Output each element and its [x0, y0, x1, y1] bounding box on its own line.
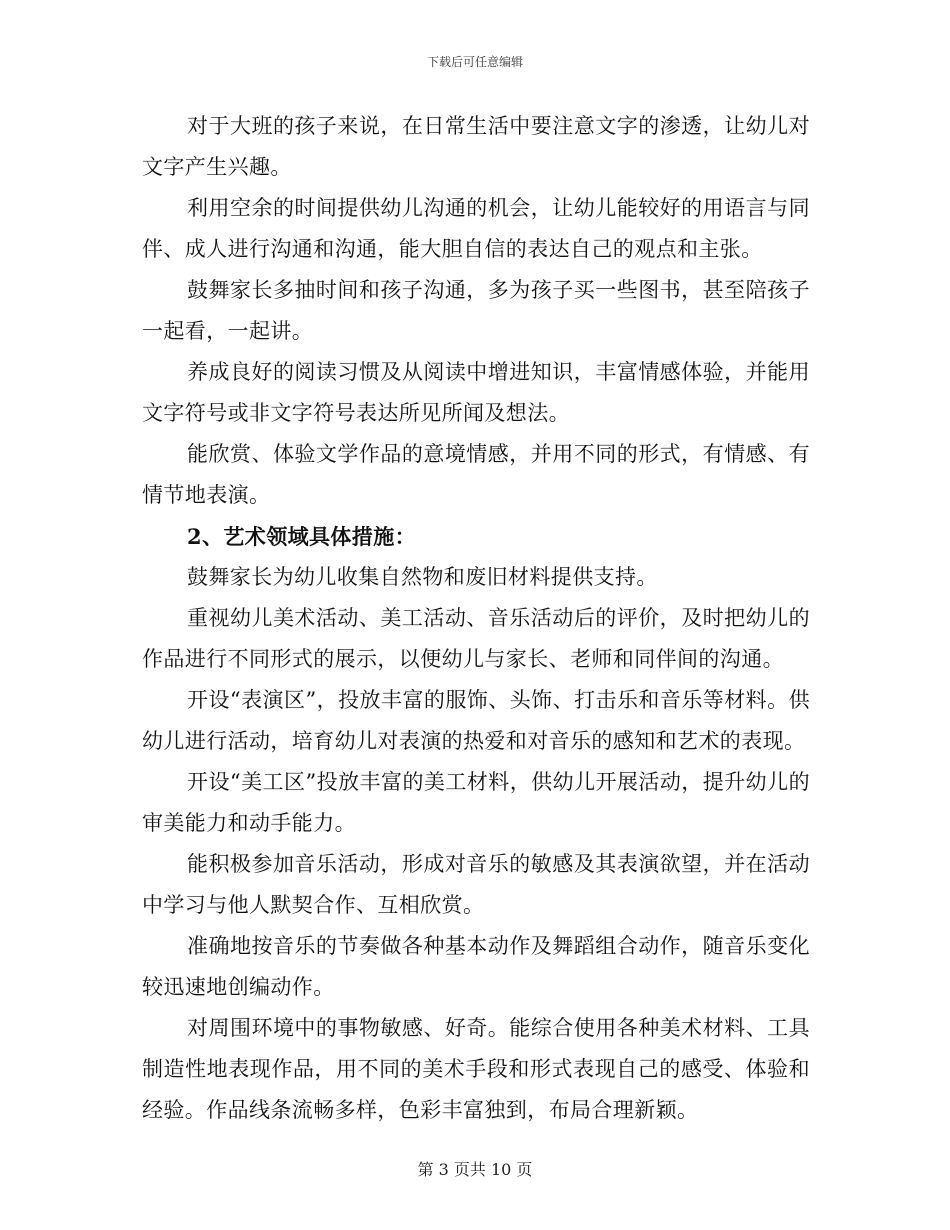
paragraph: 对周围环境中的事物敏感、好奇。能综合使用各种美术材料、工具制造性地表现作品，用不同的美术手段和形式表现自己的感受、体验和经验。作品线条流畅多样，色彩丰富独到，布局合理新颖。	[142, 1016, 810, 1122]
paragraph: 能积极参加音乐活动，形成对音乐的敏感及其表演欲望，并在活动中学习与他人默契合作、互相欣赏。	[142, 852, 810, 917]
paragraph: 开设“美工区”投放丰富的美工材料，供幼儿开展活动，提升幼儿的审美能力和动手能力。	[142, 770, 810, 835]
header-note: 下载后可任意编辑	[426, 55, 523, 69]
page-number: 第 3 页共 10 页	[417, 1160, 533, 1179]
paragraph: 开设“表演区”，投放丰富的服饰、头饰、打击乐和音乐等材料。供幼儿进行活动，培育幼儿对表演的热爱和对音乐的感知和艺术的表现。	[142, 688, 810, 753]
paragraph: 鼓舞家长为幼儿收集自然物和废旧材料提供支持。	[187, 565, 658, 589]
paragraph: 能欣赏、体验文学作品的意境情感，并用不同的形式，有情感、有情节地表演。	[142, 442, 810, 507]
paragraph: 对于大班的孩子来说，在日常生活中要注意文字的渗透，让幼儿对文字产生兴趣。	[142, 114, 810, 179]
paragraph: 重视幼儿美术活动、美工活动、音乐活动后的评价，及时把幼儿的作品进行不同形式的展示，以便幼儿与家长、老师和同伴间的沟通。	[142, 606, 810, 671]
section-heading: 2、艺术领域具体措施：	[187, 524, 417, 549]
paragraph: 准确地按音乐的节奏做各种基本动作及舞蹈组合动作，随音乐变化较迅速地创编动作。	[142, 934, 810, 999]
document-body	[142, 106, 810, 1131]
paragraph: 利用空余的时间提供幼儿沟通的机会，让幼儿能较好的用语言与同伴、成人进行沟通和沟通，能大胆自信的表达自己的观点和主张。	[142, 196, 810, 261]
paragraph: 鼓舞家长多抽时间和孩子沟通，多为孩子买一些图书，甚至陪孩子一起看，一起讲。	[142, 278, 810, 343]
paragraph: 养成良好的阅读习惯及从阅读中增进知识，丰富情感体验，并能用文字符号或非文字符号表达所见所闻及想法。	[142, 360, 810, 425]
